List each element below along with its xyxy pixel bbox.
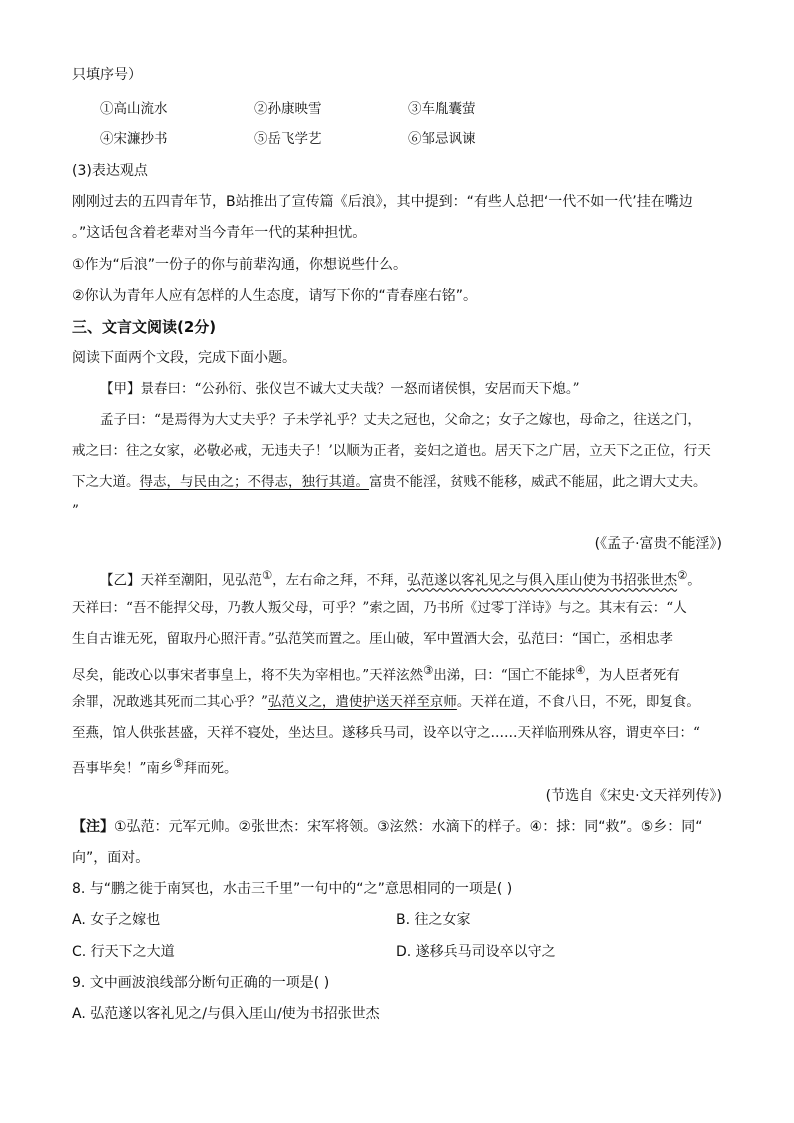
notes-line: [72, 816, 722, 838]
yi-text: 吾事毕矣！”南乡: [72, 760, 174, 777]
paragraph-line: 刚刚过去的五四青年节，B站推出了宣传篇《后浪》，其中提到：“有些人总把‘一代不如一代’挂在嘴边: [72, 194, 693, 210]
option-4: ④宋濂抄书: [100, 131, 168, 147]
yi-line: 生自古谁无死，留取丹心照汗青。”弘范笑而置之。厓山破，军中置酒大会，弘范曰：“国亡，丞相忠孝: [72, 631, 674, 647]
section-title: 三、文言文阅读(2分): [72, 318, 217, 336]
yi-text: 。: [687, 572, 701, 589]
question-point-1: ①作为“后浪”一份子的你与前辈沟通，你想说些什么。: [72, 257, 408, 273]
yi-line: 至燕，馆人供张甚盛，天祥不寝处，坐达旦。遂移兵马司，设卒以守之……天祥临刑殊从容，谓吏卒曰：“: [72, 725, 700, 741]
question-8-stem: 8. 与“鹏之徙于南冥也，水击三千里”一句中的“之”意思相同的一项是( ): [72, 881, 513, 897]
footnote-marker: ①: [262, 569, 273, 582]
choice-a[interactable]: A. 弘范遂以客礼见之/与俱入厓山/使为书招张世杰: [72, 1006, 380, 1022]
jia-line: [72, 471, 722, 493]
jia-line: ”: [72, 503, 79, 519]
yi-text: 尽矣，能改心以事宋者事皇上，将不失为宰相也。”天祥泫然: [72, 667, 424, 684]
options-row-2: [100, 128, 620, 150]
instruction: 阅读下面两个文段，完成下面小题。: [72, 350, 296, 366]
yi-text: ，左右命之拜，不拜，: [272, 572, 408, 589]
jia-text: 富贵不能淫，贫贱不能移，威武不能屈，此之谓大丈夫。: [369, 474, 707, 490]
yi-text: 【乙】天祥至潮阳，见弘范: [100, 572, 262, 589]
notes-label: 【注】: [72, 819, 114, 835]
yi-source: (节选自《宋史·文天祥列传》): [545, 788, 722, 804]
jia-line: 戒之曰：往之女家，必敬必戒，无违夫子！’以顺为正者，妾妇之道也。居天下之广居，立天下之正位，行天: [72, 443, 711, 459]
jia-text: 下之大道。: [72, 474, 140, 490]
choice-b[interactable]: B. 往之女家: [396, 912, 471, 928]
top-note: 只填序号）: [72, 67, 142, 83]
option-2: ②孙康映雪: [254, 101, 322, 117]
yi-text: 。天祥在道，不食八日，不死，即复食。: [456, 694, 700, 710]
question-8-choices: [72, 941, 722, 963]
section-label: (3)表达观点: [72, 163, 148, 179]
straight-underline-text: 得志，与民由之；: [139, 474, 248, 490]
choice-d[interactable]: D. 遂移兵马司设卒以守之: [396, 944, 556, 960]
footnote-marker: ⑤: [173, 757, 184, 770]
option-6: ⑥邹忌讽谏: [408, 131, 476, 147]
choice-a[interactable]: A. 女子之嫁也: [72, 912, 161, 928]
question-8-choices: [72, 909, 722, 931]
wavy-underline-text: 弘范遂以客礼见之与俱入厓山使为书招张世杰: [407, 572, 678, 589]
options-row-1: [100, 98, 620, 120]
footnote-marker: ②: [677, 569, 688, 582]
question-point-2: ②你认为青年人应有怎样的人生态度，请写下你的“青春座右铭”。: [72, 288, 478, 304]
footnote-marker: ③: [423, 664, 434, 677]
option-3: ③车胤囊萤: [408, 101, 476, 117]
jia-source: (《孟子·富贵不能淫》): [594, 536, 722, 552]
option-1: ①高山流水: [100, 101, 168, 117]
yi-line: [72, 660, 722, 687]
choice-c[interactable]: C. 行天下之大道: [72, 944, 175, 960]
question-9-stem: 9. 文中画波浪线部分断句正确的一项是( ): [72, 975, 330, 991]
straight-underline-text: 不得志，独行其道。: [247, 474, 369, 490]
notes-line: 向”，面对。: [72, 850, 150, 866]
jia-line: 孟子曰：“是焉得为大丈夫乎？子未学礼乎？丈夫之冠也，父命之；女子之嫁也，母命之，往送之门，: [100, 412, 701, 428]
yi-text: 出涕，曰：“国亡不能捄: [433, 667, 576, 684]
jia-line: 【甲】景春曰：“公孙衍、张仪岂不诚大丈夫哉？一怒而诸侯惧，安居而天下熄。”: [100, 381, 580, 397]
paragraph-line: 。”这话包含着老辈对当今青年一代的某种担忧。: [72, 225, 367, 241]
yi-line: [100, 565, 722, 592]
yi-text: 拜而死。: [183, 760, 238, 777]
yi-text: ，为人臣者死有: [585, 667, 680, 684]
yi-line: 天祥曰：“吾不能捍父母，乃教人叛父母，可乎？”索之固，乃书所《过零丁洋诗》与之。其末有云：“人: [72, 600, 687, 616]
straight-underline-text: 弘范义之，遣使护送天祥至京师: [267, 694, 457, 710]
yi-line: [72, 753, 722, 780]
yi-text: 余罪，况敢逃其死而二其心乎？”: [72, 694, 268, 710]
option-5: ⑤岳飞学艺: [254, 131, 322, 147]
yi-line: [72, 691, 722, 713]
notes-text: ①弘范：元军元帅。②张世杰：宋军将领。③泫然：水滴下的样子。④：捄：同“救”。⑤乡：同“: [114, 819, 703, 835]
footnote-marker: ④: [575, 664, 586, 677]
